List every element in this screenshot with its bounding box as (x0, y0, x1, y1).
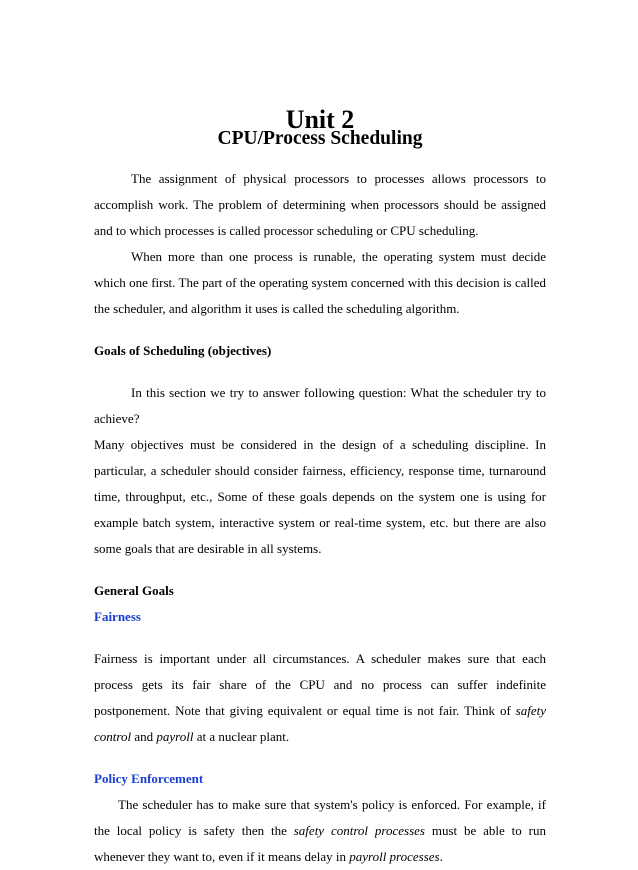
paragraph-policy (94, 792, 546, 870)
policy-text-3: . (439, 849, 443, 864)
policy-emphasis-payroll: payroll processes (349, 849, 440, 864)
unit-title: Unit 2 (285, 105, 355, 134)
policy-text-2: must be able to run whenever they want to, even if it means delay in (94, 823, 546, 864)
fairness-heading: Fairness (94, 609, 141, 624)
goals-heading: Goals of Scheduling (objectives) (94, 343, 272, 358)
document-page (94, 105, 546, 870)
paragraph-fairness (94, 646, 546, 750)
fairness-text-3: at a nuclear plant. (193, 729, 290, 744)
paragraph-goals-body: Many objectives must be considered in the design of a scheduling discipline. In particular, a scheduler should consider fairness, efficiency, response time, turnaround time, throughput, etc., Some of these goals depends on the system one is using for example batch system, interactive system or real-time system, etc. but there are also some goals that are desirable in all systems. (94, 437, 546, 556)
fairness-text-2: and (131, 729, 157, 744)
fairness-text-1: Fairness is important under all circumstances. A scheduler makes sure that each process gets its fair share of the CPU and no process can suffer indefinite postponement. Note that giving equivalent or equal time is not fair. Think of (94, 651, 546, 718)
policy-text-1: The scheduler has to make sure that system's policy is enforced. For example, if the local policy is safety then the (94, 797, 546, 838)
paragraph-scheduler: When more than one process is runable, the operating system must decide which one first. The part of the operating system concerned with this decision is called the scheduler, and algorithm it uses is called the scheduling algorithm. (94, 249, 546, 316)
fairness-emphasis-safety: safety control (94, 703, 546, 744)
paragraph-goals-intro: In this section we try to answer following question: What the scheduler try to achieve? (94, 385, 546, 426)
page-subtitle: CPU/Process Scheduling (217, 128, 423, 149)
policy-emphasis-safety: safety control processes (293, 823, 425, 838)
general-goals-heading: General Goals (94, 583, 174, 598)
policy-heading: Policy Enforcement (94, 771, 204, 786)
fairness-emphasis-payroll: payroll (156, 729, 194, 744)
paragraph-intro: The assignment of physical processors to processes allows processors to accomplish work. The problem of determining when processors should be assigned and to which processes is called processor scheduling or CPU scheduling. (94, 171, 546, 238)
